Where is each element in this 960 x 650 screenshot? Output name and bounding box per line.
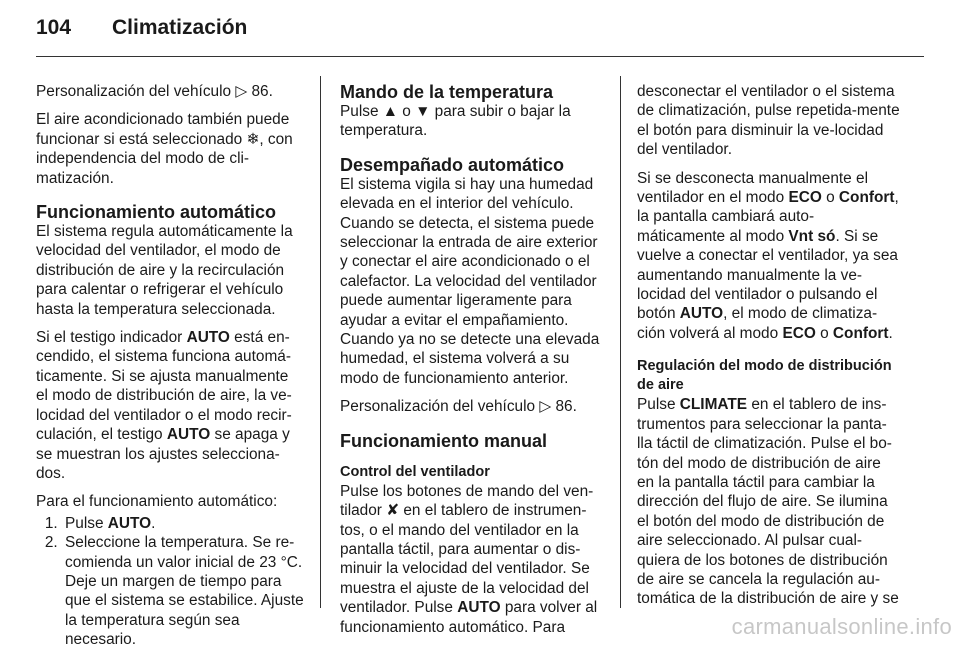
column-divider-1 xyxy=(320,76,321,608)
heading-air-distribution: Regulación del modo de distribución de aire xyxy=(637,358,892,394)
paragraph-automatic-intro: El sistema regula automáticamente la velocidad del ventilador, el modo de distribución de aire y la recirculación para calentar o refrigerar el vehículo hasta la temperatura seleccionada. xyxy=(36,223,293,318)
paragraph-fan: Pulse los botones de mando del ven-tilador ✘ en el tablero de instrumen-tos, o el mando del ventilador en la pantalla táctil, para aumentar o dis-minuir la velocidad del ventilador. Se muestra el ajuste de la velocidad del ventilador. Pulse AUTO para volver al funcionamiento automático. Para xyxy=(340,482,598,636)
heading-manual: Funcionamiento manual xyxy=(340,430,548,451)
column-2 xyxy=(340,82,605,646)
header-rule xyxy=(36,56,924,57)
paragraph-ac: El aire acondicionado también puede funcionar si está seleccionado ❄, con independencia del modo de cli-matización. xyxy=(36,111,293,187)
heading-temperature: Mando de la temperatura xyxy=(340,82,554,102)
column-1 xyxy=(36,82,304,650)
paragraph-eco-confort: Si se desconecta manualmente el ventilador en el modo ECO o Confort, la pantalla cambiará auto-máticamente al modo Vnt só. Si se vuelve a conectar el ventilador, ya sea aumentando manualmente la ve-locidad del ventilador o pulsando el botón AUTO, el modo de climatiza-ción volverá al modo ECO o Confort. xyxy=(637,169,899,342)
paragraph-auto-steps-intro: Para el funcionamiento automático: xyxy=(36,493,278,511)
column-3 xyxy=(637,82,902,618)
paragraph-fan-off: desconectar el ventilador o el sistema de climatización, pulse repetida-mente el botón para disminuir la ve-locidad del ventilador. xyxy=(637,83,900,159)
page-number: 104 xyxy=(36,16,72,39)
paragraph-auto-indicator: Si el testigo indicador AUTO está en-cendido, el sistema funciona automá-ticamente. Si se ajusta manualmente el modo de distribución de aire, la ve-locidad del ventilador o el modo recir-culación, el testigo AUTO se apaga y se muestran los ajustes selecciona-dos. xyxy=(36,329,292,482)
heading-defog: Desempañado automático xyxy=(340,154,565,175)
chapter-title: Climatización xyxy=(112,16,248,39)
list-item: 2. Seleccione la temperatura. Se re-comienda un valor inicial de 23 °C. Deje un margen de tiempo para que el sistema se estabilice. Ajuste la temperatura según sea necesario. xyxy=(62,533,304,649)
list-item: 1. Pulse AUTO. xyxy=(62,514,304,533)
auto-steps-list xyxy=(36,514,304,650)
paragraph-temperature: Pulse ▲ o ▼ para subir o bajar la temperatura. xyxy=(340,103,571,140)
page-header xyxy=(36,14,924,58)
watermark: carmanualsonline.info xyxy=(731,614,952,639)
paragraph-defog: El sistema vigila si hay una humedad elevada en el interior del vehículo. Cuando se detecta, el sistema puede seleccionar la entrada de aire exterior y conectar el aire acondicionado o el calefactor. La velocidad del ventilador puede aumentar ligeramente para ayudar a evitar el empañamiento. Cuando ya no se detecte una elevada humedad, el sistema volverá a su modo de funcionamiento anterior. xyxy=(340,175,600,387)
column-divider-2 xyxy=(620,76,621,608)
paragraph-personalization-link: Personalización del vehículo ▷ 86. xyxy=(36,83,273,100)
heading-automatic: Funcionamiento automático xyxy=(36,202,277,223)
heading-fan-control: Control del ventilador xyxy=(340,463,490,480)
paragraph-air-distribution: Pulse CLIMATE en el tablero de ins-trumentos para seleccionar la panta-lla táctil de climatización. Pulse el bo-tón del modo de distribución de aire en la pantalla táctil para cambiar la dirección del flujo de aire. Se ilumina el botón del modo de distribución de aire seleccionado. Al pulsar cual-quiera de los botones de distribución de aire se cancela la regulación au-tomática de la distribución de aire y se xyxy=(637,396,899,608)
paragraph-personalization-link-2: Personalización del vehículo ▷ 86. xyxy=(340,398,577,416)
